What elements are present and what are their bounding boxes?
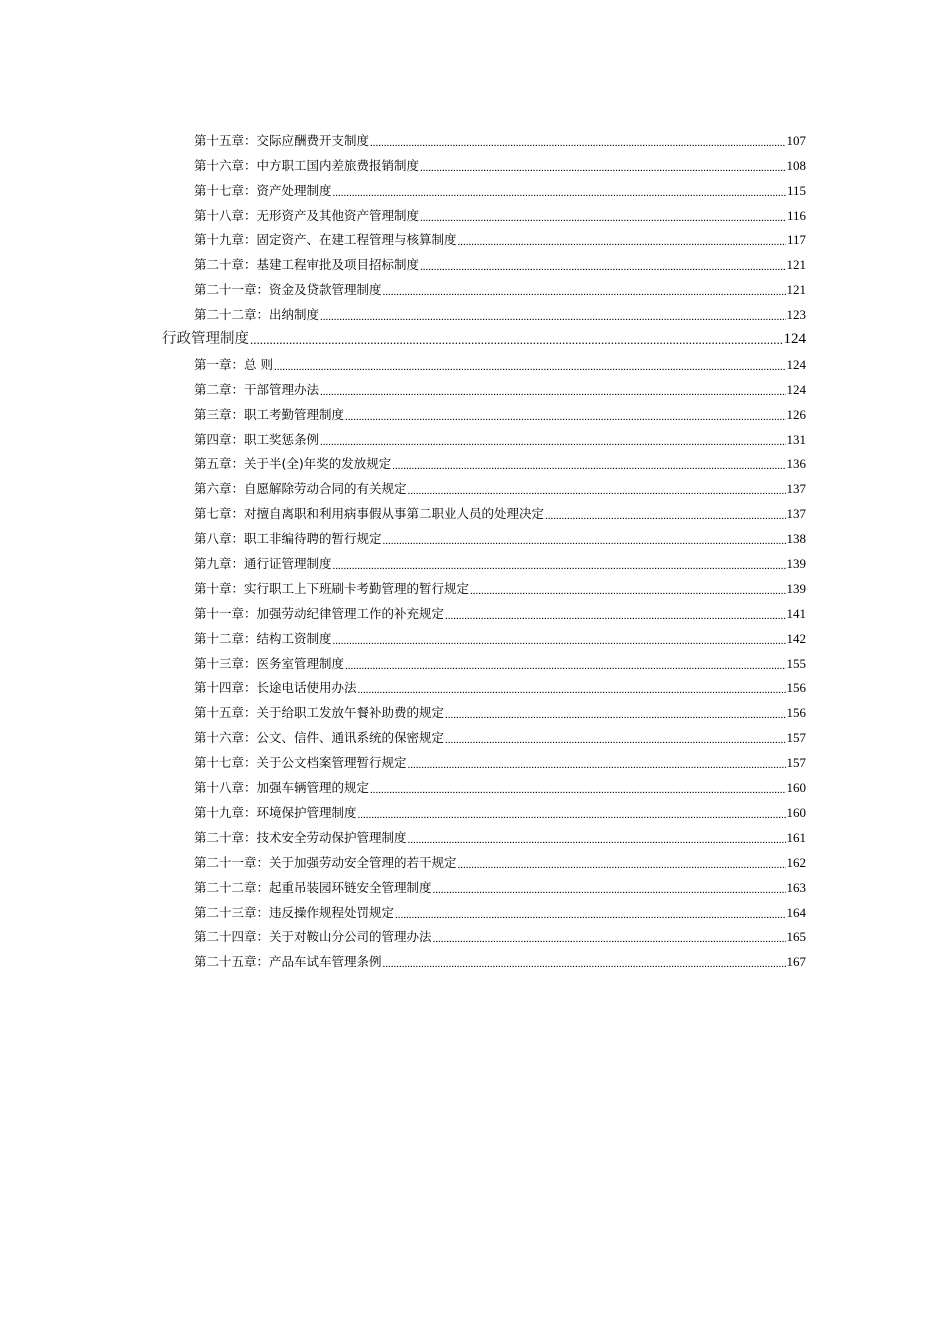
toc-entry[interactable] <box>194 572 806 597</box>
dot-leader <box>250 332 783 348</box>
toc-entry-page: 160 <box>786 804 806 820</box>
toc-entry[interactable] <box>194 696 806 721</box>
toc-entry[interactable] <box>194 298 806 323</box>
toc-entry-page: 138 <box>786 531 806 547</box>
toc-entry-page: 136 <box>786 456 806 472</box>
toc-entry[interactable] <box>194 796 806 821</box>
toc-entry-page: 156 <box>786 705 806 721</box>
toc-entry[interactable] <box>194 647 806 672</box>
toc-entry[interactable] <box>194 945 806 970</box>
toc-entry-title: 第十九章：环境保护管理制度 <box>194 804 357 820</box>
toc-entry-title: 第六章：自愿解除劳动合同的有关规定 <box>194 481 407 497</box>
toc-entry[interactable] <box>194 721 806 746</box>
toc-entry-title: 第八章：职工非编待聘的暂行规定 <box>194 531 382 547</box>
toc-entry[interactable] <box>194 224 806 249</box>
toc-entry-title: 第二章：干部管理办法 <box>194 381 320 397</box>
dot-leader <box>458 859 786 871</box>
toc-entry-page: 142 <box>786 630 806 646</box>
dot-leader <box>358 809 786 821</box>
toc-entry[interactable] <box>194 423 806 448</box>
dot-leader <box>392 460 785 472</box>
toc-entry[interactable] <box>194 921 806 946</box>
toc-entry-page: 141 <box>786 605 806 621</box>
toc-entry[interactable] <box>194 199 806 224</box>
dot-leader <box>370 137 785 149</box>
dot-leader <box>420 261 785 273</box>
toc-entry-title: 第九章：通行证管理制度 <box>194 556 332 572</box>
toc-entry-title: 第十七章：关于公文档案管理暂行规定 <box>194 755 407 771</box>
toc-entry-title: 第五章：关于半(全)年奖的发放规定 <box>194 456 392 472</box>
toc-entry[interactable] <box>194 472 806 497</box>
toc-entry-page: 121 <box>786 257 806 273</box>
dot-leader <box>408 485 786 497</box>
toc-entry-page: 165 <box>786 929 806 945</box>
dot-leader <box>458 236 786 248</box>
toc-entry-title: 第七章：对擅自离职和利用病事假从事第二职业人员的处理决定 <box>194 506 545 522</box>
toc-entry-page: 157 <box>786 730 806 746</box>
dot-leader <box>420 162 785 174</box>
toc-entry-page: 137 <box>786 506 806 522</box>
toc-entry-title: 第十八章：无形资产及其他资产管理制度 <box>194 207 420 223</box>
toc-entry-title: 第十二章：结构工资制度 <box>194 630 332 646</box>
toc-entry-title: 第二十二章：起重吊装园环链安全管理制度 <box>194 879 432 895</box>
toc-entry-page: 161 <box>786 829 806 845</box>
toc-entry-page: 124 <box>786 381 806 397</box>
toc-entry[interactable] <box>194 547 806 572</box>
dot-leader <box>445 709 785 721</box>
toc-entry-title: 第十七章：资产处理制度 <box>194 182 332 198</box>
dot-leader <box>545 510 785 522</box>
toc-entry-title: 第十一章：加强劳动纪律管理工作的补充规定 <box>194 605 445 621</box>
toc-entry[interactable] <box>194 448 806 473</box>
toc-entry-page: 155 <box>786 655 806 671</box>
toc-entry-title: 第十章：实行职工上下班刷卡考勤管理的暂行规定 <box>194 580 470 596</box>
dot-leader <box>420 212 786 224</box>
toc-entry-page: 124 <box>786 356 806 372</box>
toc-section-page: 124 <box>783 331 806 348</box>
toc-entry-page: 139 <box>786 556 806 572</box>
dot-leader <box>445 610 785 622</box>
toc-entry[interactable] <box>194 522 806 547</box>
toc-entry-page: 162 <box>786 854 806 870</box>
dot-leader <box>358 684 786 696</box>
dot-leader <box>345 660 785 672</box>
toc-entry[interactable] <box>194 871 806 896</box>
toc-entry-page: 164 <box>786 904 806 920</box>
toc-entry-page: 137 <box>786 481 806 497</box>
toc-entry[interactable] <box>194 497 806 522</box>
toc-entry-title: 第十六章：公文、信件、通讯系统的保密规定 <box>194 730 445 746</box>
toc-entry[interactable] <box>194 896 806 921</box>
dot-leader <box>395 909 785 921</box>
toc-entry-title: 第十三章：医务室管理制度 <box>194 655 345 671</box>
toc-entry-page: 160 <box>786 780 806 796</box>
toc-entry-page: 116 <box>786 207 806 223</box>
dot-leader <box>383 958 786 970</box>
dot-leader <box>383 535 786 547</box>
dot-leader <box>320 436 785 448</box>
toc-entry-title: 第二十五章：产品车试车管理条例 <box>194 954 382 970</box>
toc-section-heading[interactable] <box>162 323 806 348</box>
toc-entry-page: 157 <box>786 755 806 771</box>
toc-entry-title: 第二十一章：关于加强劳动安全管理的若干规定 <box>194 854 457 870</box>
toc-entry-page: 131 <box>786 431 806 447</box>
toc-entry-title: 第二十一章：资金及贷款管理制度 <box>194 282 382 298</box>
dot-leader <box>333 635 786 647</box>
dot-leader <box>370 784 785 796</box>
toc-entry-title: 第四章：职工奖惩条例 <box>194 431 320 447</box>
dot-leader <box>333 187 786 199</box>
toc-entry-title: 第二十章：技术安全劳动保护管理制度 <box>194 829 407 845</box>
dot-leader <box>445 734 785 746</box>
toc-section-title: 行政管理制度 <box>162 331 249 348</box>
dot-leader <box>274 361 786 373</box>
toc-entry[interactable] <box>194 373 806 398</box>
toc-entry[interactable] <box>194 149 806 174</box>
toc-entry-page: 156 <box>786 680 806 696</box>
toc-entry-page: 108 <box>786 157 806 173</box>
dot-leader <box>345 411 785 423</box>
dot-leader <box>408 834 786 846</box>
dot-leader <box>408 759 786 771</box>
toc-entry[interactable] <box>194 348 806 373</box>
toc-entry-title: 第二十章：基建工程审批及项目招标制度 <box>194 257 420 273</box>
toc-entry-title: 第二十三章：违反操作规程处罚规定 <box>194 904 395 920</box>
toc-entry-title: 第二十四章：关于对鞍山分公司的管理办法 <box>194 929 432 945</box>
toc-entry[interactable] <box>194 248 806 273</box>
dot-leader <box>320 386 785 398</box>
toc-entry-title: 第十五章：交际应酬费开支制度 <box>194 132 370 148</box>
toc-entry[interactable] <box>194 746 806 771</box>
toc-entry-title: 第十四章：长途电话使用办法 <box>194 680 357 696</box>
toc-entry-page: 123 <box>786 307 806 323</box>
dot-leader <box>333 560 786 572</box>
toc-entry-title: 第二十二章：出纳制度 <box>194 307 320 323</box>
toc-entry[interactable] <box>194 771 806 796</box>
toc-entry-page: 121 <box>786 282 806 298</box>
dot-leader <box>470 585 785 597</box>
toc-entry[interactable] <box>194 398 806 423</box>
toc-entry-title: 第十九章：固定资产、在建工程管理与核算制度 <box>194 232 457 248</box>
toc-entry-title: 第十五章：关于给职工发放午餐补助费的规定 <box>194 705 445 721</box>
dot-leader <box>433 884 786 896</box>
toc-entry-page: 117 <box>786 232 806 248</box>
toc-entry[interactable] <box>194 597 806 622</box>
toc-entry-page: 163 <box>786 879 806 895</box>
dot-leader <box>433 933 786 945</box>
toc-entry[interactable] <box>194 124 806 149</box>
toc-entry-title: 第十六章：中方职工国内差旅费报销制度 <box>194 157 420 173</box>
toc-entry[interactable] <box>194 672 806 697</box>
toc-entry[interactable] <box>194 174 806 199</box>
toc-entry-title: 第一章：总 则 <box>194 356 273 372</box>
toc-entry-page: 167 <box>786 954 806 970</box>
toc-entry-page: 107 <box>786 132 806 148</box>
toc-entry[interactable] <box>194 273 806 298</box>
dot-leader <box>383 286 786 298</box>
toc-entry-title: 第十八章：加强车辆管理的规定 <box>194 780 370 796</box>
toc-entry[interactable] <box>194 821 806 846</box>
toc-entry-title: 第三章：职工考勤管理制度 <box>194 406 345 422</box>
toc-entry-page: 115 <box>786 182 806 198</box>
table-of-contents <box>0 124 950 970</box>
toc-entry[interactable] <box>194 622 806 647</box>
dot-leader <box>320 311 785 323</box>
toc-entry[interactable] <box>194 846 806 871</box>
toc-entry-page: 139 <box>786 580 806 596</box>
toc-entry-page: 126 <box>786 406 806 422</box>
